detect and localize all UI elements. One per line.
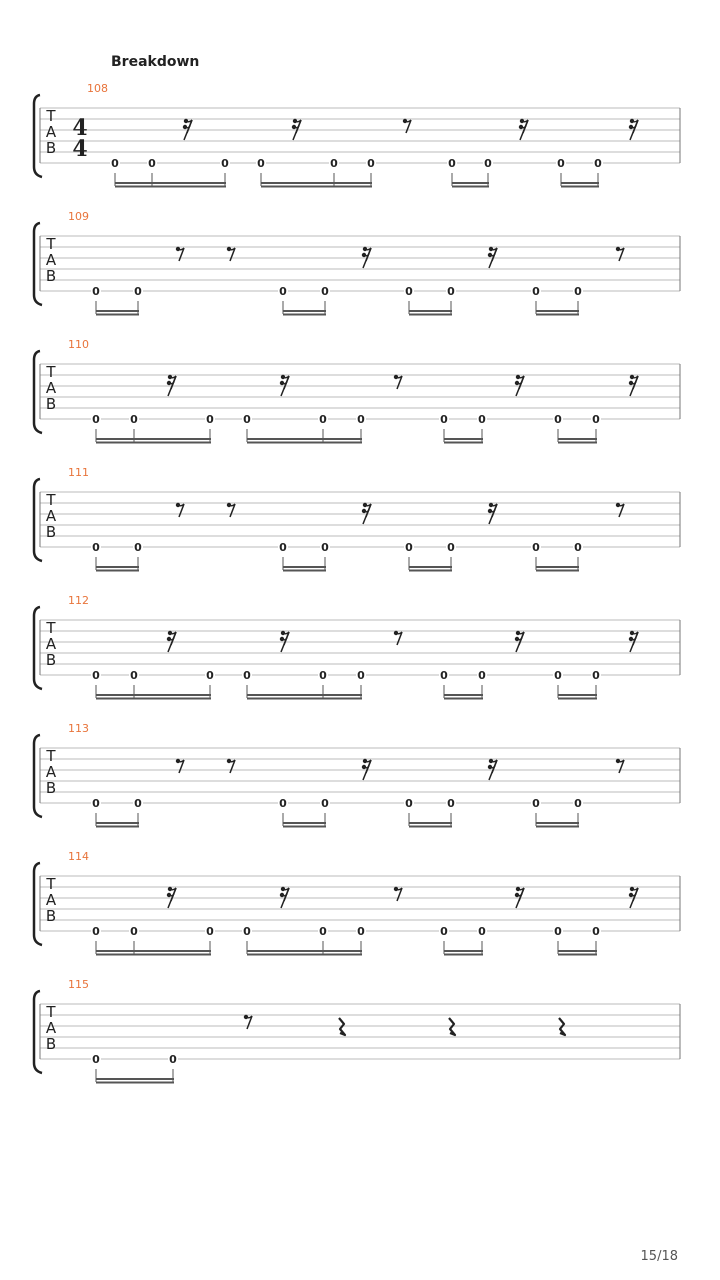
fret-number: 0 [405, 541, 413, 554]
tab-clef-letter: A [45, 1019, 57, 1037]
tab-system [0, 338, 720, 444]
fret-number: 0 [440, 925, 448, 938]
fret-number: 0 [279, 285, 287, 298]
fret-number: 0 [440, 669, 448, 682]
beam [444, 442, 483, 444]
fret-number: 0 [478, 669, 486, 682]
eighth-rest [176, 503, 184, 517]
eighth-rest [616, 503, 624, 517]
fret-number: 0 [169, 1053, 177, 1066]
tab-system [0, 82, 720, 188]
fret-number: 0 [554, 669, 562, 682]
tab-clef-letter: T [46, 875, 56, 893]
beam [409, 826, 452, 828]
beam [247, 954, 362, 956]
tab-staff [0, 856, 720, 966]
beam [96, 314, 139, 316]
fret-number: 0 [130, 925, 138, 938]
fret-number: 0 [92, 669, 100, 682]
beam [558, 438, 597, 440]
sixteenth-rest [488, 247, 497, 268]
beam [96, 310, 139, 312]
beam [409, 310, 452, 312]
bar-number: 112 [68, 594, 89, 607]
tab-staff [0, 472, 720, 582]
bar-number: 111 [68, 466, 89, 479]
tab-staff [0, 216, 720, 326]
fret-number: 0 [221, 157, 229, 170]
eighth-rest [394, 375, 402, 389]
eighth-rest [176, 247, 184, 261]
eighth-rest [616, 247, 624, 261]
fret-number: 0 [134, 797, 142, 810]
fret-number: 0 [243, 669, 251, 682]
tab-staff [0, 88, 720, 198]
sixteenth-rest [280, 375, 289, 396]
tab-clef-letter: B [45, 523, 57, 541]
beam [96, 566, 139, 568]
sixteenth-rest [167, 375, 176, 396]
beam [558, 950, 597, 952]
system-bracket [34, 95, 42, 177]
sixteenth-rest [515, 887, 524, 908]
tab-clef-letter: T [46, 491, 56, 509]
fret-number: 0 [92, 541, 100, 554]
beam [247, 442, 362, 444]
beam [283, 566, 326, 568]
fret-number: 0 [357, 413, 365, 426]
tab-clef-letter: A [45, 251, 57, 269]
tab-clef-letter: A [45, 763, 57, 781]
tab-clef-letter: B [45, 267, 57, 285]
fret-number: 0 [357, 925, 365, 938]
beam [558, 698, 597, 700]
sixteenth-rest [292, 119, 301, 140]
eighth-rest [227, 503, 235, 517]
beam [536, 314, 579, 316]
fret-number: 0 [367, 157, 375, 170]
beam [283, 570, 326, 572]
sixteenth-rest [629, 375, 638, 396]
beam [409, 566, 452, 568]
sixteenth-rest [280, 631, 289, 652]
sixteenth-rest [167, 887, 176, 908]
tab-staff [0, 344, 720, 454]
fret-number: 0 [319, 925, 327, 938]
beam [96, 1082, 174, 1084]
fret-number: 0 [532, 285, 540, 298]
tab-clef-letter: T [46, 363, 56, 381]
tab-staff [0, 728, 720, 838]
tab-system [0, 594, 720, 700]
tab-clef-letter: A [45, 891, 57, 909]
beam [409, 822, 452, 824]
fret-number: 0 [448, 157, 456, 170]
beam [409, 314, 452, 316]
fret-number: 0 [330, 157, 338, 170]
fret-number: 0 [592, 669, 600, 682]
sixteenth-rest [183, 119, 192, 140]
system-bracket [34, 479, 42, 561]
beam [247, 698, 362, 700]
sixteenth-rest [629, 887, 638, 908]
system-bracket [34, 351, 42, 433]
eighth-rest [616, 759, 624, 773]
beam [536, 570, 579, 572]
fret-number: 0 [279, 797, 287, 810]
tab-clef-letter: B [45, 139, 57, 157]
bar-number: 113 [68, 722, 89, 735]
fret-number: 0 [321, 541, 329, 554]
beam [283, 826, 326, 828]
bar-number: 108 [87, 82, 108, 95]
fret-number: 0 [440, 413, 448, 426]
tab-clef-letter: T [46, 619, 56, 637]
beam [96, 570, 139, 572]
beam [536, 822, 579, 824]
beam [261, 182, 372, 184]
beam [452, 186, 489, 188]
tab-clef-letter: B [45, 779, 57, 797]
system-bracket [34, 863, 42, 945]
fret-number: 0 [279, 541, 287, 554]
fret-number: 0 [557, 157, 565, 170]
beam [247, 438, 362, 440]
beam [96, 438, 211, 440]
fret-number: 0 [130, 669, 138, 682]
beam [283, 310, 326, 312]
beam [96, 694, 211, 696]
tab-clef-letter: T [46, 1003, 56, 1021]
fret-number: 0 [92, 285, 100, 298]
tab-clef-letter: A [45, 379, 57, 397]
beam [96, 954, 211, 956]
fret-number: 0 [319, 669, 327, 682]
system-bracket [34, 991, 42, 1073]
fret-number: 0 [478, 413, 486, 426]
fret-number: 0 [405, 797, 413, 810]
bar-number: 110 [68, 338, 89, 351]
fret-number: 0 [206, 413, 214, 426]
fret-number: 0 [592, 413, 600, 426]
fret-number: 0 [447, 797, 455, 810]
tab-staff [0, 600, 720, 710]
beam [444, 954, 483, 956]
page-number: 15/18 [640, 1249, 678, 1264]
fret-number: 0 [148, 157, 156, 170]
beam [536, 826, 579, 828]
fret-number: 0 [243, 413, 251, 426]
beam [96, 442, 211, 444]
tab-clef-letter: A [45, 635, 57, 653]
beam [247, 694, 362, 696]
beam [96, 950, 211, 952]
system-bracket [34, 735, 42, 817]
tab-system [0, 978, 720, 1084]
sixteenth-rest [515, 375, 524, 396]
sixteenth-rest [629, 631, 638, 652]
time-signature-numerator: 4 [72, 115, 88, 141]
sixteenth-rest [362, 759, 371, 780]
sixteenth-rest [488, 503, 497, 524]
beam [115, 182, 226, 184]
bar-number: 109 [68, 210, 89, 223]
fret-number: 0 [405, 285, 413, 298]
system-bracket [34, 223, 42, 305]
fret-number: 0 [130, 413, 138, 426]
beam [444, 950, 483, 952]
beam [558, 694, 597, 696]
beam [558, 954, 597, 956]
eighth-rest [394, 631, 402, 645]
fret-number: 0 [92, 1053, 100, 1066]
fret-number: 0 [532, 541, 540, 554]
beam [558, 442, 597, 444]
fret-number: 0 [592, 925, 600, 938]
bar-number: 114 [68, 850, 89, 863]
tab-system [0, 850, 720, 956]
tab-clef-letter: A [45, 123, 57, 141]
tab-system [0, 210, 720, 316]
tab-clef-letter: B [45, 907, 57, 925]
fret-number: 0 [319, 413, 327, 426]
fret-number: 0 [574, 285, 582, 298]
tab-clef-letter: T [46, 107, 56, 125]
fret-number: 0 [447, 285, 455, 298]
beam [96, 822, 139, 824]
tab-clef-letter: A [45, 507, 57, 525]
beam [536, 310, 579, 312]
sixteenth-rest [362, 247, 371, 268]
beam [561, 182, 599, 184]
fret-number: 0 [554, 925, 562, 938]
fret-number: 0 [574, 797, 582, 810]
fret-number: 0 [92, 797, 100, 810]
tab-clef-letter: B [45, 395, 57, 413]
beam [283, 822, 326, 824]
fret-number: 0 [243, 925, 251, 938]
beam [96, 826, 139, 828]
beam [409, 570, 452, 572]
tab-clef-letter: B [45, 651, 57, 669]
tab-system [0, 722, 720, 828]
section-label: Breakdown [111, 54, 200, 70]
sixteenth-rest [519, 119, 528, 140]
sixteenth-rest [629, 119, 638, 140]
tab-staff [0, 984, 720, 1094]
eighth-rest [227, 247, 235, 261]
tab-clef-letter: T [46, 747, 56, 765]
fret-number: 0 [206, 669, 214, 682]
fret-number: 0 [532, 797, 540, 810]
beam [115, 186, 226, 188]
eighth-rest [403, 119, 411, 133]
sixteenth-rest [488, 759, 497, 780]
fret-number: 0 [357, 669, 365, 682]
sixteenth-rest [362, 503, 371, 524]
beam [444, 694, 483, 696]
tab-clef-letter: T [46, 235, 56, 253]
beam [96, 1078, 174, 1080]
fret-number: 0 [321, 285, 329, 298]
fret-number: 0 [111, 157, 119, 170]
beam [247, 950, 362, 952]
fret-number: 0 [257, 157, 265, 170]
fret-number: 0 [594, 157, 602, 170]
tab-clef-letter: B [45, 1035, 57, 1053]
sixteenth-rest [515, 631, 524, 652]
fret-number: 0 [321, 797, 329, 810]
fret-number: 0 [484, 157, 492, 170]
sixteenth-rest [167, 631, 176, 652]
fret-number: 0 [134, 285, 142, 298]
fret-number: 0 [574, 541, 582, 554]
beam [561, 186, 599, 188]
eighth-rest [244, 1015, 252, 1029]
beam [536, 566, 579, 568]
fret-number: 0 [554, 413, 562, 426]
fret-number: 0 [478, 925, 486, 938]
time-signature-denominator: 4 [72, 136, 88, 162]
fret-number: 0 [206, 925, 214, 938]
fret-number: 0 [134, 541, 142, 554]
sixteenth-rest [280, 887, 289, 908]
bar-number: 115 [68, 978, 89, 991]
beam [261, 186, 372, 188]
system-bracket [34, 607, 42, 689]
fret-number: 0 [92, 925, 100, 938]
beam [283, 314, 326, 316]
eighth-rest [176, 759, 184, 773]
tab-system [0, 466, 720, 572]
eighth-rest [227, 759, 235, 773]
beam [444, 438, 483, 440]
fret-number: 0 [92, 413, 100, 426]
eighth-rest [394, 887, 402, 901]
beam [452, 182, 489, 184]
fret-number: 0 [447, 541, 455, 554]
beam [444, 698, 483, 700]
beam [96, 698, 211, 700]
